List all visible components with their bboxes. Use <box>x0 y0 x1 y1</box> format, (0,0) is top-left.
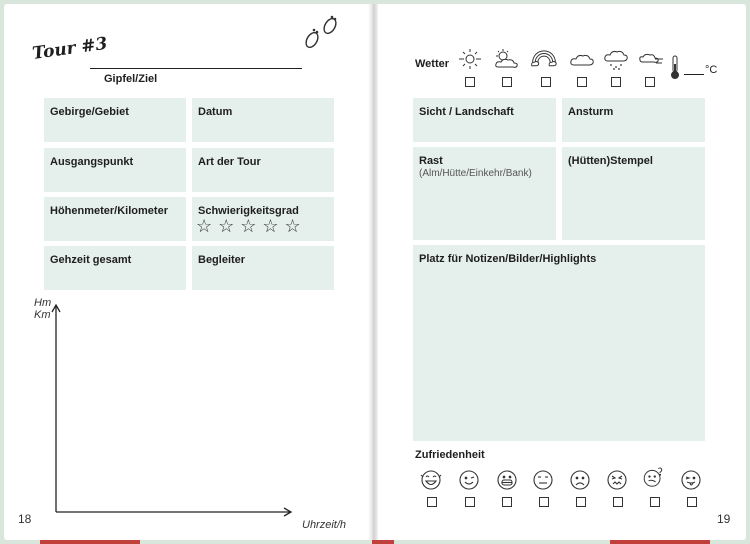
satisfaction-checkbox-6[interactable] <box>613 497 623 507</box>
face-sad-icon <box>569 469 591 491</box>
satisfaction-checkbox-1[interactable] <box>427 497 437 507</box>
face-confused-icon <box>642 466 664 488</box>
satisfaction-checkbox-5[interactable] <box>576 497 586 507</box>
field-label: Gehzeit gesamt <box>50 254 132 266</box>
field-label: Datum <box>198 106 233 118</box>
temperature-line[interactable] <box>684 74 704 75</box>
field-hint: (Alm/Hütte/Einkehr/Bank) <box>419 168 532 179</box>
weather-checkbox-rainbow[interactable] <box>541 77 551 87</box>
face-laughing-icon <box>420 469 442 491</box>
field-stempel[interactable] <box>562 147 705 240</box>
graph-x-label: Uhrzeit/h <box>302 519 347 531</box>
field-label: (Hütten)Stempel <box>568 155 653 167</box>
field-label: Rast <box>419 155 443 167</box>
tour-label: Tour #3 <box>31 33 109 64</box>
field-notizen[interactable] <box>413 245 705 441</box>
weather-checkbox-sun[interactable] <box>465 77 475 87</box>
sun-icon <box>456 48 484 70</box>
field-label: Art der Tour <box>198 156 261 168</box>
page-number-left: 18 <box>18 512 32 526</box>
field-datum[interactable] <box>192 98 334 142</box>
footprints-icon <box>300 14 346 54</box>
field-art-der-tour[interactable] <box>192 148 334 192</box>
summit-line[interactable] <box>90 68 302 69</box>
field-label: Begleiter <box>198 254 246 266</box>
sun-cloud-icon <box>492 48 520 70</box>
field-gebirge[interactable] <box>44 98 186 142</box>
weather-checkbox-rain[interactable] <box>611 77 621 87</box>
satisfaction-checkbox-7[interactable] <box>650 497 660 507</box>
summit-label: Gipfel/Ziel <box>104 73 158 85</box>
face-neutral-icon <box>532 469 554 491</box>
field-label: Ansturm <box>568 106 614 118</box>
field-label: Platz für Notizen/Bilder/Highlights <box>419 253 597 265</box>
satisfaction-checkbox-3[interactable] <box>502 497 512 507</box>
field-label: Höhenmeter/Kilometer <box>50 205 168 217</box>
bookmark-ribbon-left <box>40 540 140 544</box>
difficulty-stars[interactable]: ☆☆☆☆☆ <box>196 216 307 236</box>
face-smile-wink-icon <box>458 469 480 491</box>
satisfaction-checkbox-4[interactable] <box>539 497 549 507</box>
weather-checkbox-wind[interactable] <box>645 77 655 87</box>
weather-checkbox-sun-cloud[interactable] <box>502 77 512 87</box>
field-hoehenmeter[interactable] <box>44 197 186 241</box>
book-gutter <box>368 4 378 540</box>
rainbow-icon <box>530 46 558 68</box>
rain-icon <box>602 48 630 70</box>
satisfaction-checkbox-8[interactable] <box>687 497 697 507</box>
field-label: Sicht / Landschaft <box>419 106 514 118</box>
field-gehzeit[interactable] <box>44 246 186 290</box>
satisfaction-label: Zufriedenheit <box>415 449 485 461</box>
field-ausgangspunkt[interactable] <box>44 148 186 192</box>
elevation-graph-axes[interactable] <box>50 302 300 520</box>
field-begleiter[interactable] <box>192 246 334 290</box>
cloud-icon <box>568 48 596 70</box>
graph-y-label-km: Km <box>34 309 51 321</box>
field-label: Schwierigkeitsgrad <box>198 205 299 217</box>
graph-y-label-hm: Hm <box>34 297 52 309</box>
field-label: Gebirge/Gebiet <box>50 106 129 118</box>
thermometer-icon <box>668 54 682 80</box>
weather-checkbox-cloud[interactable] <box>577 77 587 87</box>
weather-label: Wetter <box>415 58 450 70</box>
face-angry-icon <box>606 469 628 491</box>
field-sicht[interactable] <box>413 98 556 142</box>
page-number-right: 19 <box>717 512 731 526</box>
bookmark-ribbon-right <box>610 540 710 544</box>
satisfaction-checkbox-2[interactable] <box>465 497 475 507</box>
wind-icon <box>636 48 664 70</box>
field-rast[interactable] <box>413 147 556 240</box>
bookmark-ribbon-center <box>372 540 394 544</box>
face-tongue-out-icon <box>680 469 702 491</box>
field-ansturm[interactable] <box>562 98 705 142</box>
face-grin-icon <box>496 469 518 491</box>
temperature-unit: °C <box>705 64 718 76</box>
field-label: Ausgangspunkt <box>50 156 134 168</box>
